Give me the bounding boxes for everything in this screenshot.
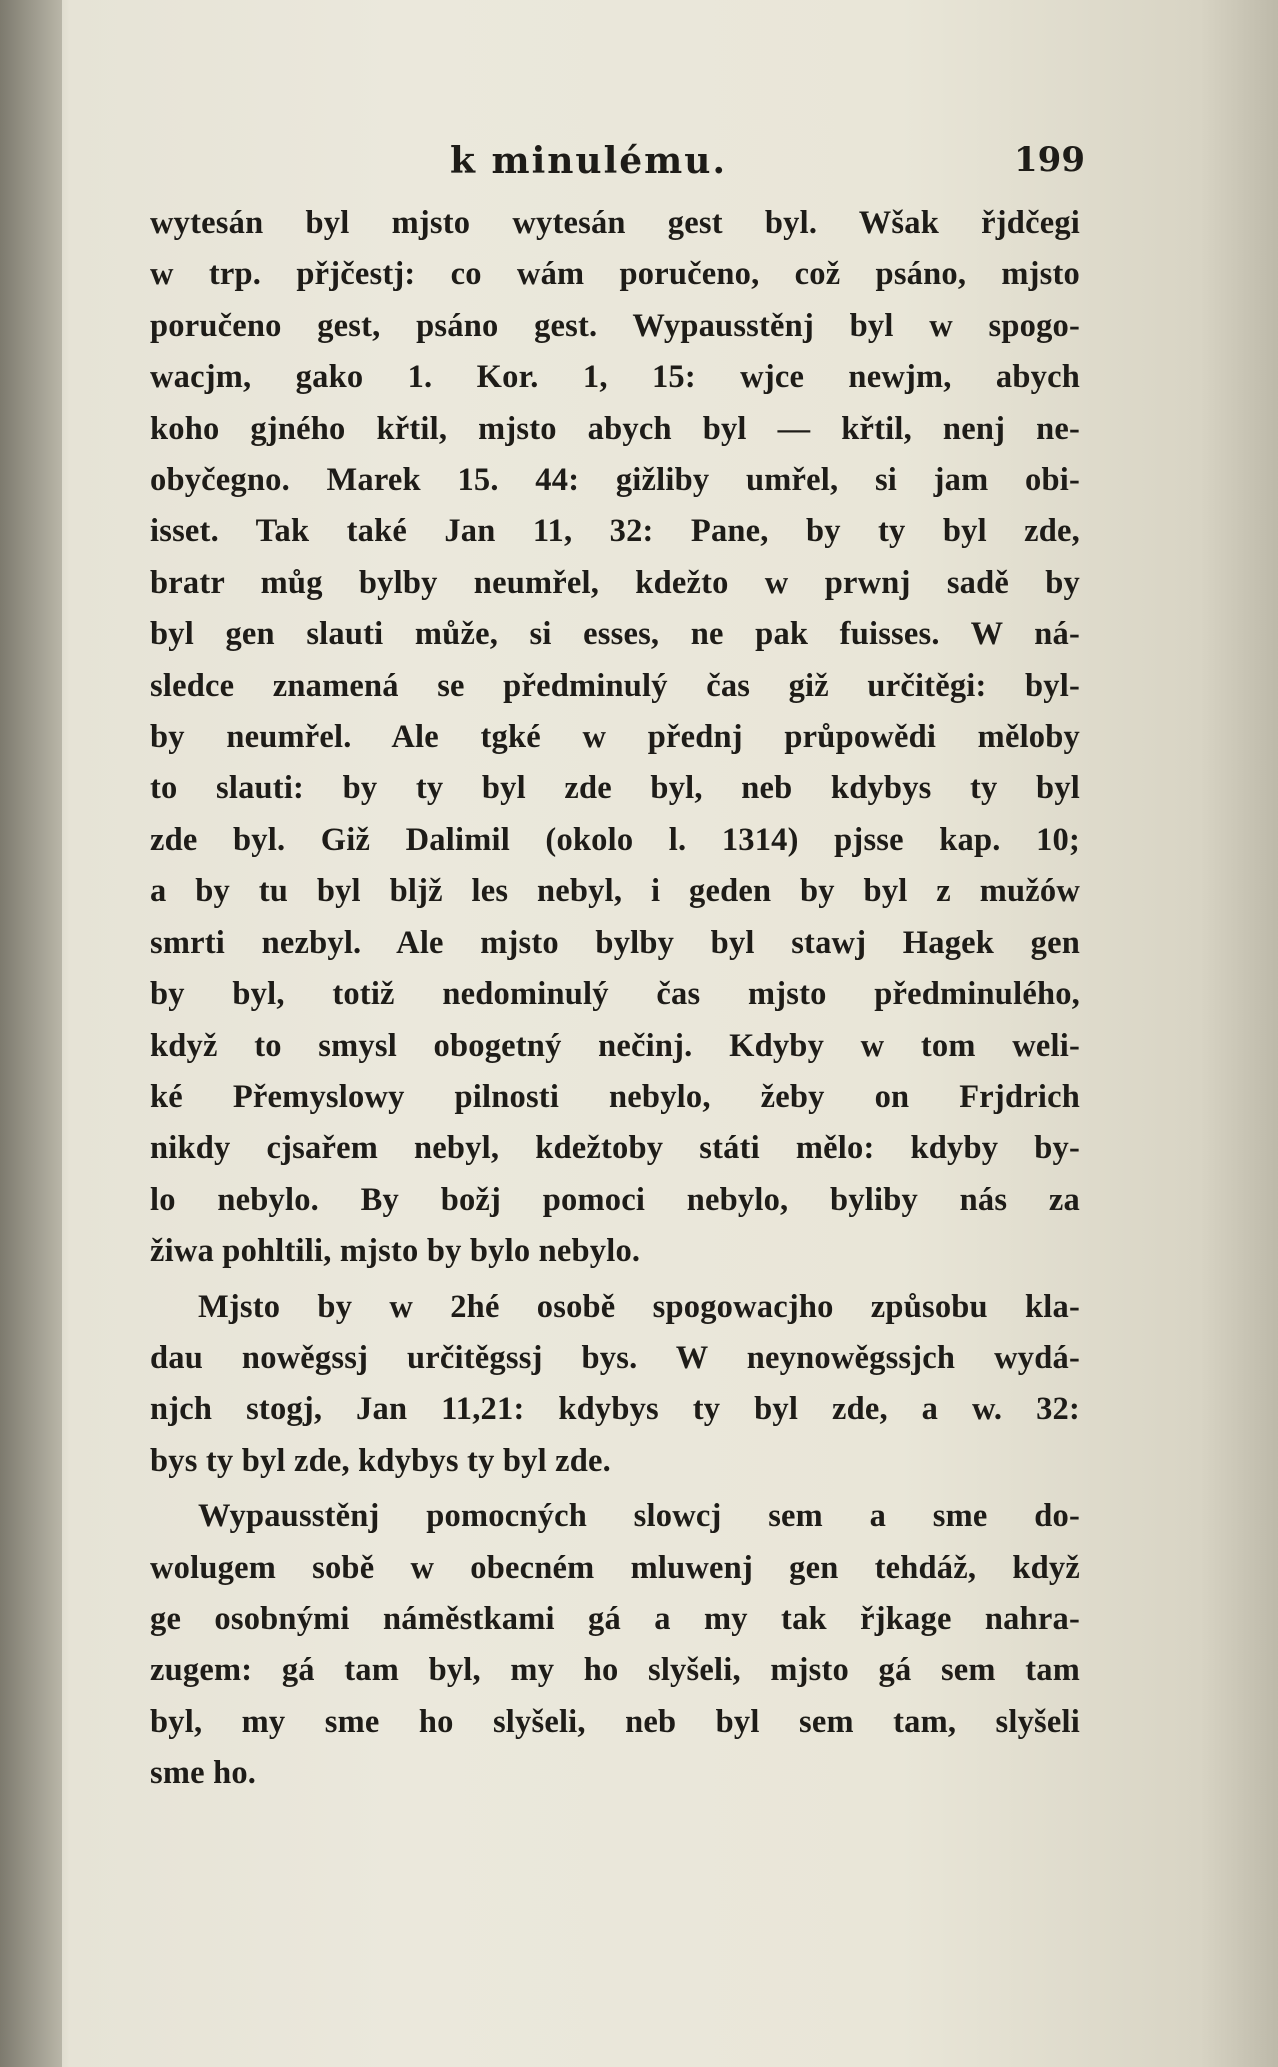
running-head: k minulému. (450, 140, 727, 182)
page-number: 199 (1014, 140, 1085, 180)
text-line: bys ty byl zde, kdybys ty byl zde. (150, 1442, 611, 1479)
page-header (150, 140, 1085, 198)
body-text (150, 198, 1080, 1800)
text-line: sme ho. (150, 1755, 257, 1792)
text-line: zde byl. Giž Dalimil (okolo l. 1314) pjsse kap. 10; (150, 821, 1080, 858)
book-page (150, 140, 1085, 1800)
text-line: Wypausstěnj pomocných slowcj sem a sme do- (198, 1498, 1080, 1535)
text-line: nikdy cjsařem nebyl, kdežtoby státi mělo: kdyby by- (150, 1130, 1080, 1167)
text-line: bratr můg bylby neumřel, kdežto w prwnj sadě by (150, 564, 1080, 601)
text-line: žiwa pohltili, mjsto by bylo nebylo. (150, 1233, 641, 1270)
text-line: když to smysl obogetný nečinj. Kdyby w tom weli- (150, 1027, 1080, 1064)
text-line: koho gjného křtil, mjsto abych byl — křtil, nenj ne- (150, 410, 1080, 447)
text-line: njch stogj, Jan 11,21: kdybys ty byl zde, a w. 32: (150, 1391, 1080, 1428)
book-gutter-shadow (0, 0, 62, 2067)
text-line: a by tu byl bljž les nebyl, i geden by byl z mužów (150, 873, 1080, 910)
text-line: w trp. přjčestj: co wám poručeno, což psáno, mjsto (150, 256, 1080, 293)
text-line: lo nebylo. By božj pomoci nebylo, byliby nás za (150, 1181, 1080, 1218)
text-line: wolugem sobě w obecném mluwenj gen tehdáž, když (150, 1549, 1080, 1586)
text-line: isset. Tak také Jan 11, 32: Pane, by ty byl zde, (150, 513, 1080, 550)
paragraph-3 (150, 1491, 1080, 1799)
text-line: poručeno gest, psáno gest. Wypausstěnj byl w spogo- (150, 307, 1080, 344)
text-line: ge osobnými náměstkami gá a my tak řjkage nahra- (150, 1600, 1080, 1637)
paragraph-1 (150, 198, 1080, 1278)
text-line: wacjm, gako 1. Kor. 1, 15: wjce newjm, abych (150, 359, 1080, 396)
text-line: zugem: gá tam byl, my ho slyšeli, mjsto gá sem tam (150, 1652, 1080, 1689)
text-line: by byl, totiž nedominulý čas mjsto předminulého, (150, 976, 1080, 1013)
text-line: smrti nezbyl. Ale mjsto bylby byl stawj Hagek gen (150, 924, 1080, 961)
text-line: obyčegno. Marek 15. 44: gižliby umřel, si jam obi- (150, 462, 1080, 499)
text-line: ké Přemyslowy pilnosti nebylo, žeby on Frjdrich (150, 1078, 1080, 1115)
text-line: Mjsto by w 2hé osobě spogowacjho způsobu kla- (198, 1288, 1080, 1325)
text-line: byl gen slauti může, si esses, ne pak fuisses. W ná- (150, 616, 1080, 653)
text-line: wytesán byl mjsto wytesán gest byl. Wšak řjdčegi (150, 205, 1080, 241)
text-line: sledce znamená se předminulý čas giž určitěgi: byl- (150, 667, 1080, 704)
text-line: by neumřel. Ale tgké w přednj průpowědi měloby (150, 719, 1080, 756)
text-line: byl, my sme ho slyšeli, neb byl sem tam, slyšeli (150, 1703, 1080, 1740)
text-line: dau nowěgssj určitěgssj bys. W neynowěgssjch wydá- (150, 1339, 1080, 1376)
paragraph-2 (150, 1282, 1080, 1488)
text-line: to slauti: by ty byl zde byl, neb kdybys ty byl (150, 770, 1080, 807)
